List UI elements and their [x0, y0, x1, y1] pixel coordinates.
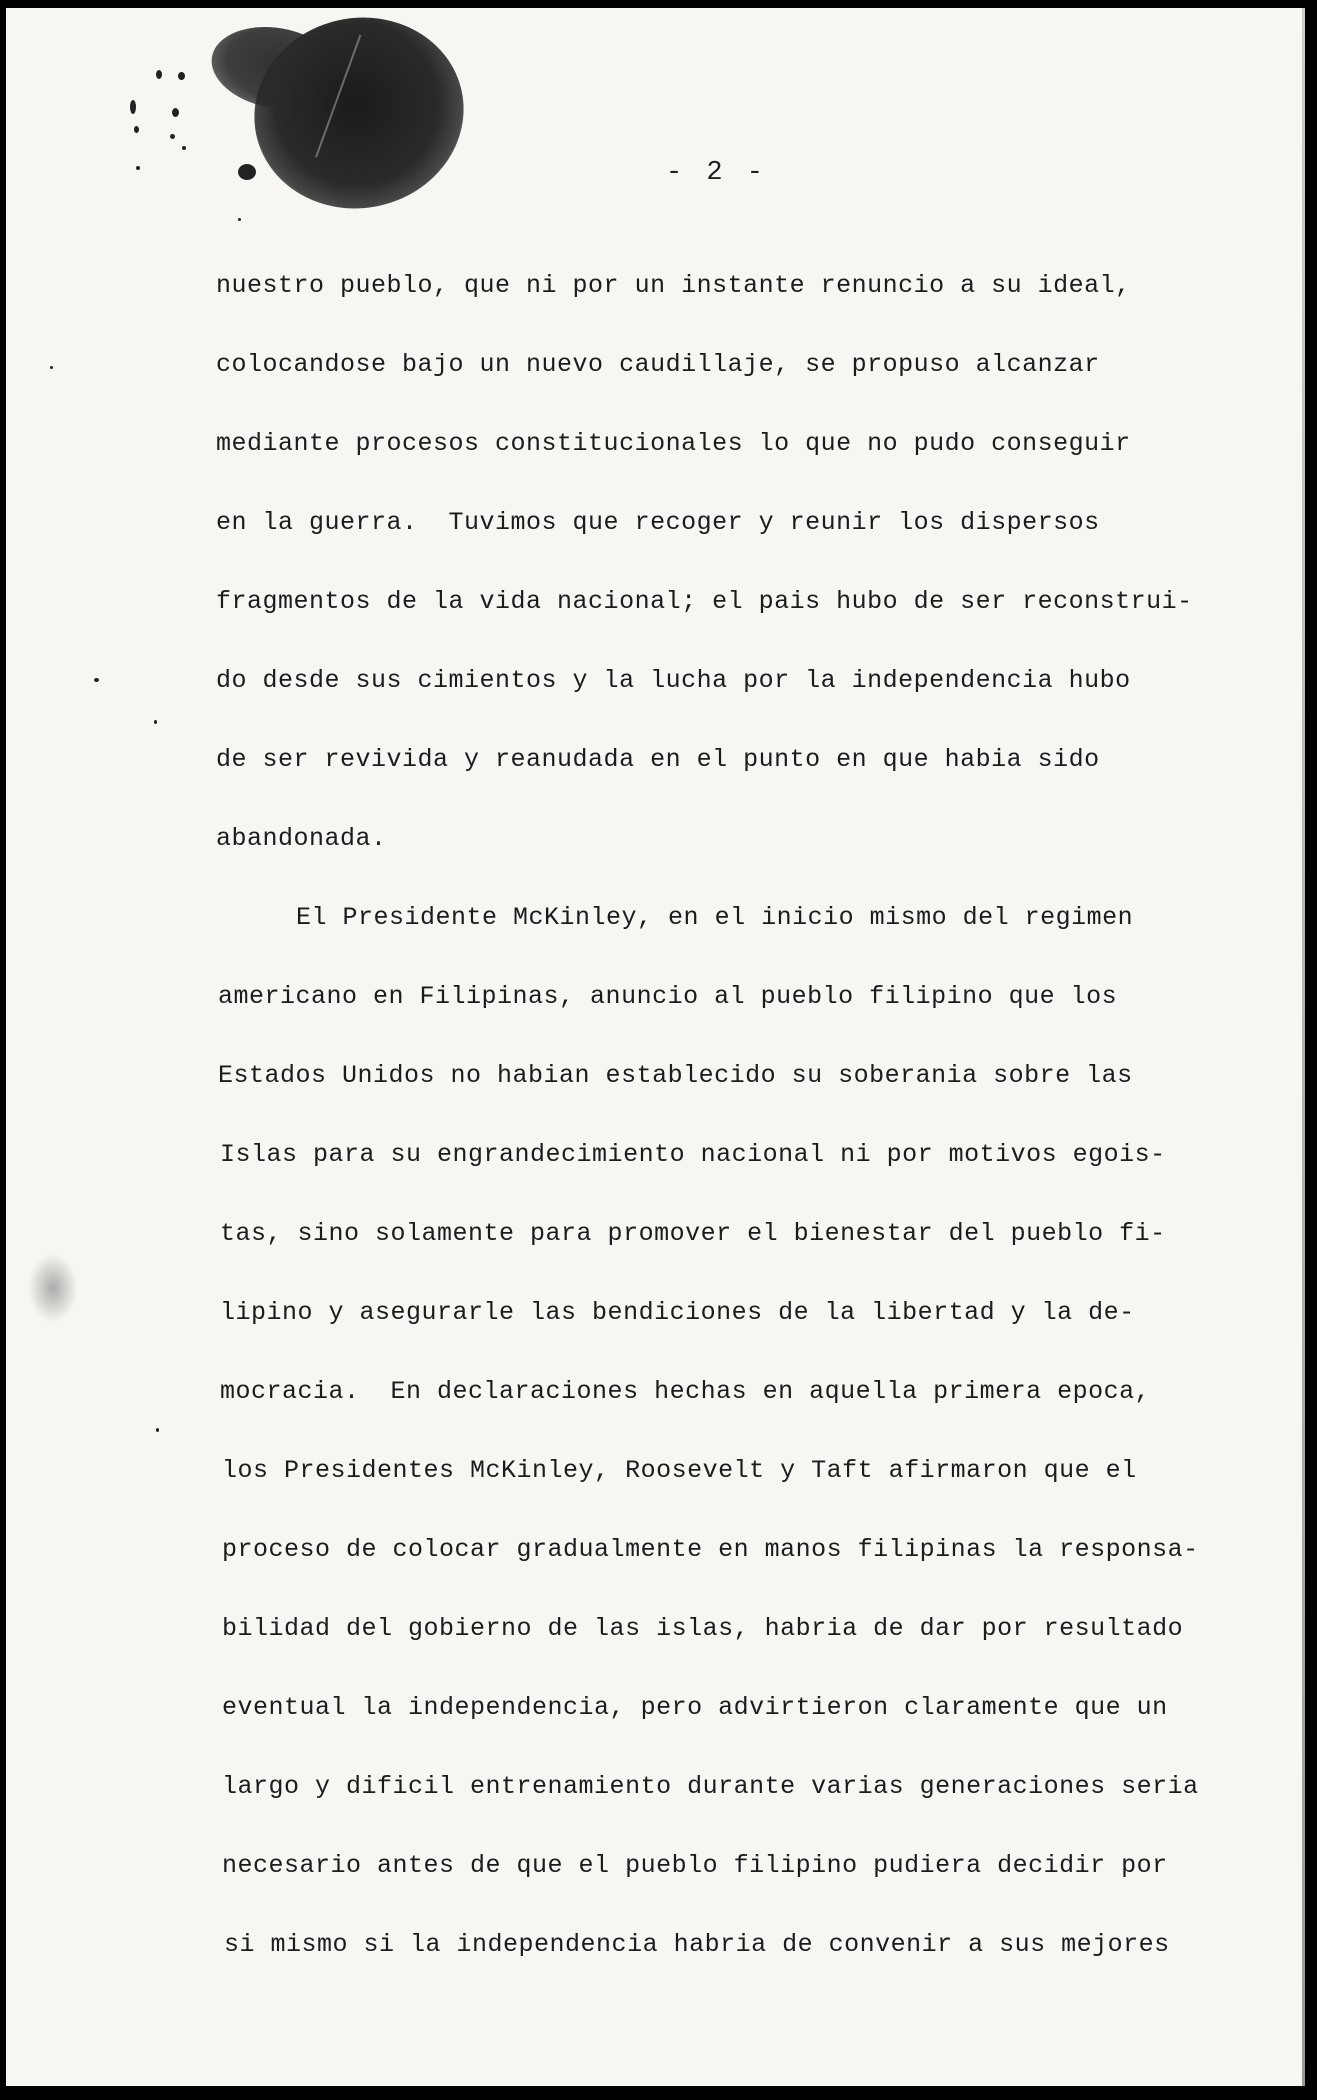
text-line: colocandose bajo un nuevo caudillaje, se propuso alcanzar: [216, 350, 1100, 379]
text-line: tas, sino solamente para promover el bienestar del pueblo fi-: [220, 1219, 1166, 1248]
text-line: lipino y asegurarle las bendiciones de la libertad y la de-: [220, 1298, 1135, 1327]
text-line: eventual la independencia, pero advirtieron claramente que un: [222, 1693, 1168, 1722]
page-number: - 2 -: [666, 158, 768, 188]
ink-speck: [238, 164, 256, 180]
ink-speck: [182, 146, 186, 150]
text-line: largo y dificil entrenamiento durante varias generaciones seria: [222, 1772, 1199, 1801]
text-line: bilidad del gobierno de las islas, habria de dar por resultado: [222, 1614, 1184, 1643]
text-line: abandonada.: [216, 824, 387, 853]
page-edge: [1302, 8, 1305, 2086]
ink-speck: [136, 166, 140, 170]
text-line: los Presidentes McKinley, Roosevelt y Taft afirmaron que el: [222, 1456, 1137, 1485]
smudge: [28, 1253, 78, 1323]
text-line: necesario antes de que el pueblo filipino pudiera decidir por: [222, 1851, 1168, 1880]
text-line: de ser revivida y reanudada en el punto en que habia sido: [216, 745, 1100, 774]
text-line: mediante procesos constitucionales lo que no pudo conseguir: [216, 429, 1131, 458]
text-line: nuestro pueblo, que ni por un instante renuncio a su ideal,: [216, 271, 1131, 300]
text-line: Islas para su engrandecimiento nacional ni por motivos egois-: [220, 1140, 1166, 1169]
text-line: Estados Unidos no habian establecido su soberania sobre las: [218, 1061, 1133, 1090]
text-line: americano en Filipinas, anuncio al pueblo filipino que los: [218, 982, 1118, 1011]
ink-speck: [130, 100, 136, 114]
typewritten-page: [6, 8, 1305, 2086]
ink-speck: [156, 70, 162, 79]
text-line: en la guerra. Tuvimos que recoger y reunir los dispersos: [216, 508, 1100, 537]
ink-speck: [50, 366, 53, 369]
ink-speck: [156, 1428, 159, 1432]
ink-speck: [94, 678, 99, 682]
text-line: do desde sus cimientos y la lucha por la independencia hubo: [216, 666, 1131, 695]
ink-speck: [134, 126, 139, 133]
ink-speck: [178, 72, 185, 80]
text-line: proceso de colocar gradualmente en manos filipinas la responsa-: [222, 1535, 1199, 1564]
ink-speck: [154, 720, 157, 724]
ink-speck: [172, 108, 179, 117]
text-line: fragmentos de la vida nacional; el pais hubo de ser reconstrui-: [216, 587, 1193, 616]
ink-speck: [170, 134, 175, 139]
ink-speck: [238, 218, 241, 221]
text-line: si mismo si la independencia habria de convenir a sus mejores: [224, 1930, 1170, 1959]
text-line: El Presidente McKinley, en el inicio mismo del regimen: [296, 903, 1134, 932]
text-line: mocracia. En declaraciones hechas en aquella primera epoca,: [220, 1377, 1151, 1406]
